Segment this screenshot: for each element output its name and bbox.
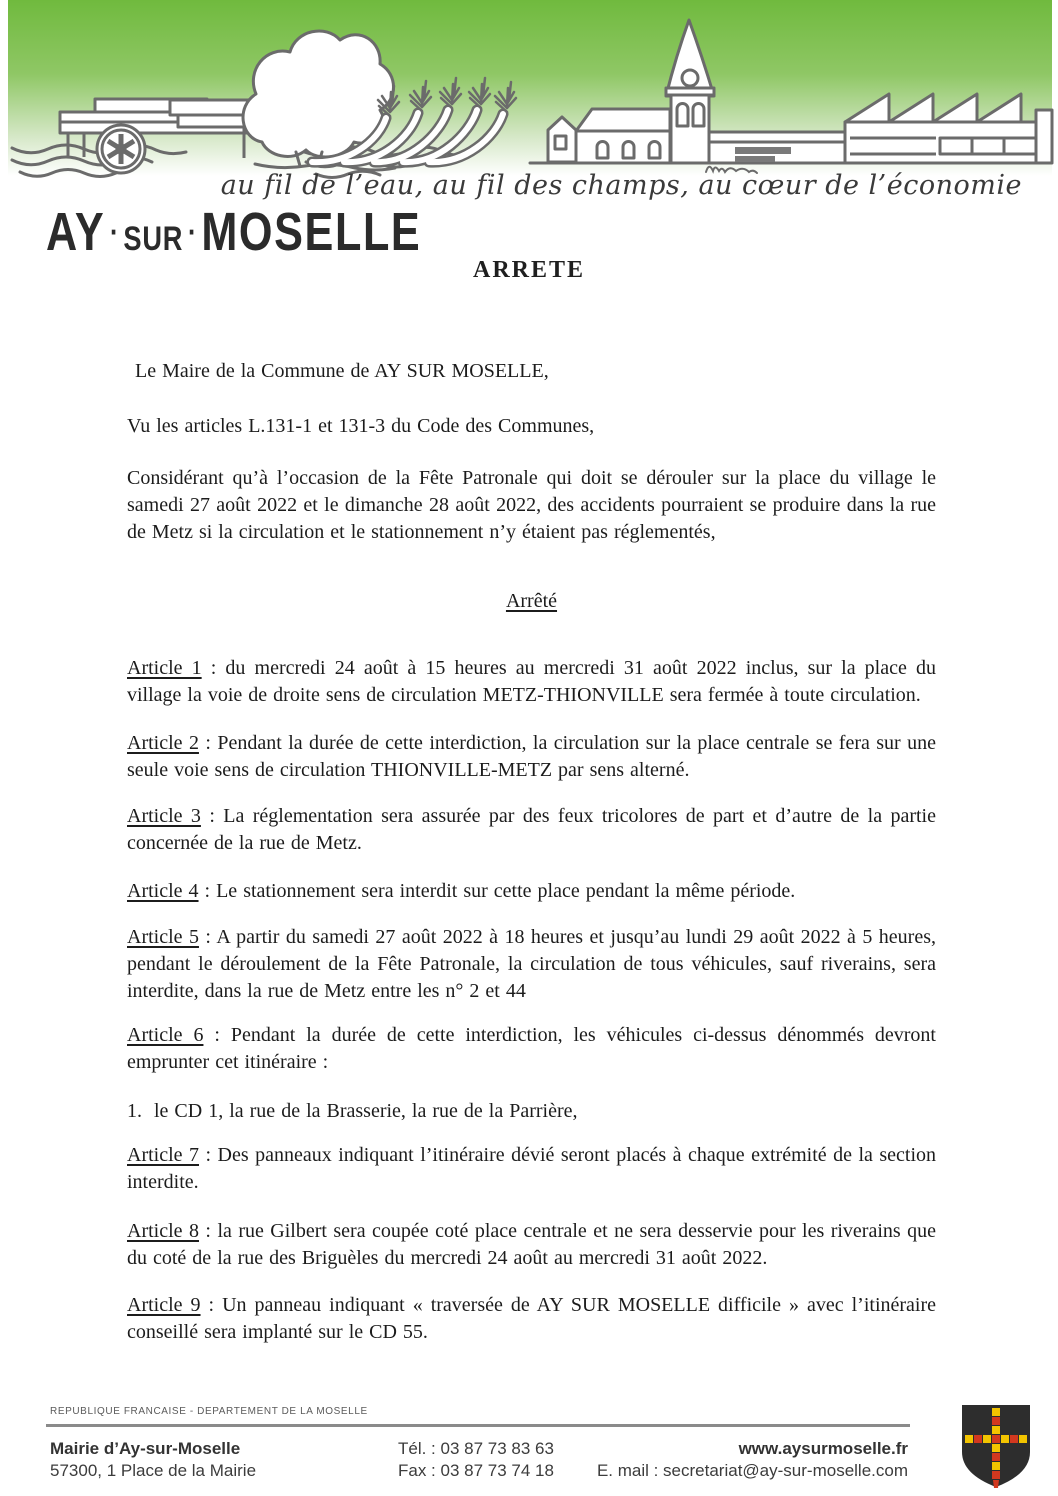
article-7-paragraph	[127, 1142, 936, 1196]
article-label-separator: :	[198, 880, 217, 902]
article-label-separator: :	[200, 805, 224, 827]
article-9-label: Article 9	[127, 1294, 201, 1316]
logo-dot-icon: ·	[110, 214, 119, 250]
footer-phones	[398, 1438, 554, 1482]
article-7-label: Article 7	[127, 1144, 199, 1166]
article-1-text: du mercredi 24 août à 15 heures au mercredi 31 août 2022 inclus, sur la place du village la voie de droite sens de circulation METZ-THIONVILLE sera fermée à toute circulation.	[127, 657, 936, 706]
article-4-paragraph	[127, 878, 936, 905]
article-3-text: La réglementation sera assurée par des feux tricolores de part et d’autre de la partie concernée de la rue de Metz.	[127, 805, 936, 854]
document-title: ARRETE	[472, 257, 586, 283]
article-6-paragraph	[127, 1022, 936, 1076]
article-label-separator: :	[201, 657, 226, 679]
article-9-paragraph	[127, 1292, 936, 1346]
article-1-label: Article 1	[127, 657, 202, 679]
article-label-separator: :	[198, 926, 217, 948]
logo-sur: SUR	[123, 220, 184, 258]
article-3-label: Article 3	[127, 805, 201, 827]
footer-smallprint: REPUBLIQUE FRANCAISE - DEPARTEMENT DE LA MOSELLE	[50, 1406, 368, 1417]
article-2-label: Article 2	[127, 732, 199, 754]
section-heading-arrete: Arrêté	[505, 590, 558, 612]
article-5-label: Article 5	[127, 926, 199, 948]
article-9-text: Un panneau indiquant « traversée de AY SUR MOSELLE difficile » avec l’itinéraire conseillé sera implanté sur le CD 55.	[127, 1294, 937, 1343]
logo-ay: AY	[46, 202, 106, 262]
article-8-paragraph	[127, 1218, 936, 1272]
article-6-text: Pendant la durée de cette interdiction, les véhicules ci-dessus dénommés devront emprunter cet itinéraire :	[127, 1024, 936, 1073]
article-8-text: la rue Gilbert sera coupée coté place centrale et ne sera desservie pour les riverains que du coté de la rue des Briguèles du mercredi 24 août au mercredi 31 août 2022.	[127, 1220, 937, 1269]
paragraph-maire: Le Maire de la Commune de AY SUR MOSELLE,	[135, 360, 549, 382]
footer-address-line1: Mairie d’Ay-sur-Moselle	[50, 1439, 241, 1458]
route-list-text: le CD 1, la rue de la Brasserie, la rue de la Parrière,	[154, 1100, 578, 1122]
article-label-separator: :	[203, 1024, 231, 1046]
footer-phone: Tél. : 03 87 73 83 63	[398, 1439, 554, 1458]
article-2-text: Pendant la durée de cette interdiction, la circulation sur la place centrale se fera sur une seule voie sens de circulation THIONVILLE-METZ par sens alterné.	[127, 732, 937, 781]
footer-divider	[46, 1424, 910, 1427]
commune-tagline: au fil de l’eau, au fil des champs, au cœur de l’économie	[220, 170, 1022, 201]
article-7-text: Des panneaux indiquant l’itinéraire dévié seront placés à chaque extrémité de la section interdite.	[127, 1144, 936, 1193]
article-1-paragraph	[127, 655, 936, 709]
logo-moselle: MOSELLE	[201, 202, 422, 262]
paragraph-vu: Vu les articles L.131-1 et 131-3 du Code des Communes,	[127, 415, 595, 437]
article-label-separator: :	[200, 1294, 223, 1316]
article-6-label: Article 6	[127, 1024, 204, 1046]
paragraph-considerant: Considérant qu’à l’occasion de la Fête Patronale qui doit se dérouler sur la place du village le samedi 27 août 2022 et le dimanche 28 août 2022, des accidents pourraient se produire dans la rue de Metz si la circulation et le stationnement n’y étaient pas réglementés,	[127, 467, 936, 543]
article-8-label: Article 8	[127, 1220, 199, 1242]
article-4-label: Article 4	[127, 880, 199, 902]
article-label-separator: :	[199, 1144, 218, 1166]
document-body	[127, 358, 936, 1346]
article-4-text: Le stationnement sera interdit sur cette place pendant la même période.	[216, 880, 796, 902]
article-2-paragraph	[127, 730, 936, 784]
article-5-text: A partir du samedi 27 août 2022 à 18 heures et jusqu’au lundi 29 août 2022 à 5 heures, pendant le déroulement de la Fête Patronale, la circulation de tous véhicules, sauf riverains, sera interdite, dans la rue de Metz entre les n° 2 et 44	[127, 926, 936, 1002]
footer-email: E. mail : secretariat@ay-sur-moselle.com	[596, 1461, 908, 1480]
route-list-item	[127, 1098, 936, 1125]
coat-of-arms	[955, 1402, 1037, 1494]
footer-web	[597, 1438, 908, 1482]
article-3-paragraph	[127, 803, 936, 857]
article-label-separator: :	[198, 732, 218, 754]
logo-dot-icon: ·	[188, 214, 197, 250]
commune-logo	[46, 201, 421, 263]
route-list-number: 1.	[127, 1100, 142, 1122]
footer-address	[50, 1438, 256, 1482]
footer-fax: Fax : 03 87 73 74 18	[398, 1461, 554, 1480]
article-5-paragraph	[127, 924, 936, 1005]
footer-address-line2: 57300, 1 Place de la Mairie	[50, 1461, 257, 1480]
article-label-separator: :	[198, 1220, 218, 1242]
footer-website: www.aysurmoselle.fr	[738, 1439, 908, 1458]
